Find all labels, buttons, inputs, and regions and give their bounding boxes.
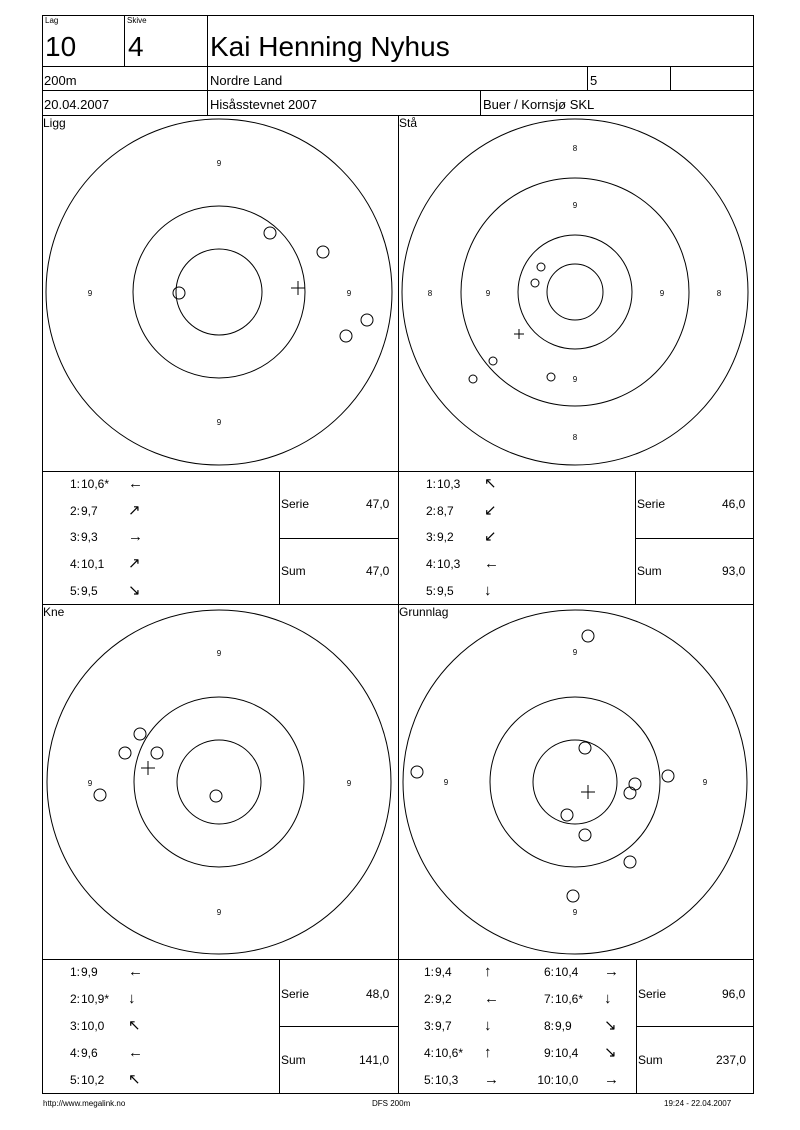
shot-number: 1: — [425, 477, 436, 491]
serie-value: 48,0 — [366, 987, 390, 1001]
shot-value: 9,2 — [435, 992, 452, 1006]
shot-number: 4: — [425, 557, 436, 571]
shot-direction-arrow: ↖ — [484, 475, 497, 492]
shot-direction-arrow: → — [604, 1071, 619, 1088]
shot-value: 9,3 — [81, 530, 98, 544]
ring-label: 9 — [702, 778, 708, 787]
shooter-name: Kai Henning Nyhus — [210, 31, 450, 62]
shot-direction-arrow: → — [484, 1071, 499, 1088]
shot-hole — [361, 314, 373, 326]
location: Buer / Kornsjø SKL — [483, 97, 595, 112]
shot-value: 9,7 — [435, 1019, 452, 1033]
shot-value: 9,7 — [81, 504, 98, 518]
sum-value: 47,0 — [366, 564, 390, 578]
shot-hole — [579, 742, 591, 754]
ring-label: 9 — [346, 779, 352, 788]
shot-value: 9,4 — [435, 965, 452, 979]
shot-number: 2: — [69, 992, 80, 1006]
shot-hole — [119, 747, 131, 759]
shot-direction-arrow: ↑ — [484, 963, 492, 980]
shot-value: 9,2 — [437, 530, 454, 544]
shot-direction-arrow: ↑ — [484, 1044, 492, 1061]
ring-label: 9 — [216, 649, 222, 658]
ligg-title: Ligg — [43, 116, 66, 130]
footer-program: DFS 200m — [372, 1099, 411, 1108]
sum-label: Sum — [638, 1053, 663, 1067]
shot-direction-arrow: ↗ — [128, 555, 141, 572]
shot-number: 1: — [69, 477, 80, 491]
shot-number: 8: — [543, 1019, 554, 1033]
shot-number: 7: — [543, 992, 554, 1006]
lag-label: Lag — [45, 16, 59, 25]
shot-number: 3: — [423, 1019, 434, 1033]
distance: 200m — [44, 73, 77, 88]
ring-label: 9 — [572, 375, 578, 384]
ring-label: 9 — [485, 289, 491, 298]
sta-target — [399, 116, 753, 470]
ring-label: 9 — [443, 778, 449, 787]
shot-number: 9: — [543, 1046, 554, 1060]
mean-point-cross — [291, 281, 305, 295]
mean-point-cross — [141, 761, 155, 775]
shot-direction-arrow: ← — [484, 555, 499, 572]
shot-hole — [134, 728, 146, 740]
event: Hisåsstevnet 2007 — [210, 97, 317, 112]
shot-number: 4: — [423, 1046, 434, 1060]
shot-value: 10,4 — [555, 965, 579, 979]
shot-hole — [561, 809, 573, 821]
ring-label: 9 — [346, 289, 352, 298]
shot-hole — [489, 357, 497, 365]
ring-label: 8 — [716, 289, 722, 298]
kne-title: Kne — [43, 605, 65, 619]
sum-label: Sum — [281, 1053, 306, 1067]
shot-direction-arrow: ↓ — [604, 990, 612, 1007]
shot-direction-arrow: ↙ — [484, 528, 497, 545]
footer-url[interactable]: http://www.megalink.no — [43, 1099, 126, 1108]
shot-direction-arrow: → — [128, 528, 143, 545]
shot-number: 5: — [69, 1073, 80, 1087]
shot-number: 5: — [423, 1073, 434, 1087]
shot-number: 6: — [543, 965, 554, 979]
shot-number: 5: — [69, 584, 80, 598]
shot-value: 10,0 — [81, 1019, 105, 1033]
sum-label: Sum — [637, 564, 662, 578]
shot-hole — [210, 790, 222, 802]
shot-number: 3: — [425, 530, 436, 544]
ring-label: 9 — [216, 418, 222, 427]
shot-number: 2: — [423, 992, 434, 1006]
shot-hole — [579, 829, 591, 841]
serie-label: Serie — [637, 497, 666, 511]
serie-label: Serie — [281, 497, 310, 511]
mean-point-cross — [581, 785, 595, 799]
shot-value: 10,6* — [81, 477, 110, 491]
shot-direction-arrow: ↘ — [604, 1044, 617, 1061]
sum-value: 141,0 — [359, 1053, 390, 1067]
shot-value: 9,5 — [81, 584, 98, 598]
shot-value: 10,9* — [81, 992, 110, 1006]
shot-number: 3: — [69, 530, 80, 544]
shot-number: 4: — [69, 557, 80, 571]
ligg-target — [42, 116, 398, 470]
skive-label: Skive — [127, 16, 147, 25]
mean-point-cross — [514, 329, 524, 339]
footer-printed: 19:24 - 22.04.2007 — [664, 1099, 732, 1108]
shot-direction-arrow: ↖ — [128, 1071, 141, 1088]
ring-label: 8 — [572, 433, 578, 442]
shot-hole — [567, 890, 579, 902]
shot-number: 3: — [69, 1019, 80, 1033]
ring-label: 8 — [572, 144, 578, 153]
shot-direction-arrow: ↘ — [128, 582, 141, 599]
serie-value: 96,0 — [722, 987, 746, 1001]
kne-target — [42, 606, 398, 958]
shot-hole — [547, 373, 555, 381]
shot-value: 10,3 — [437, 557, 461, 571]
shot-value: 10,6* — [435, 1046, 464, 1060]
shot-hole — [624, 856, 636, 868]
shot-value: 10,1 — [81, 557, 105, 571]
shot-number: 2: — [425, 504, 436, 518]
club: Nordre Land — [210, 73, 283, 88]
ring-label: 9 — [572, 908, 578, 917]
serie-value: 46,0 — [722, 497, 746, 511]
shot-hole — [94, 789, 106, 801]
skive-value: 4 — [128, 31, 144, 62]
date: 20.04.2007 — [44, 97, 110, 112]
ring-label: 9 — [659, 289, 665, 298]
shot-hole — [317, 246, 329, 258]
shot-hole — [264, 227, 276, 239]
shot-direction-arrow: ↓ — [484, 582, 492, 599]
shot-number: 2: — [69, 504, 80, 518]
shot-number: 1: — [69, 965, 80, 979]
sum-label: Sum — [281, 564, 306, 578]
shot-value: 9,6 — [81, 1046, 98, 1060]
shot-hole — [340, 330, 352, 342]
shot-hole — [537, 263, 545, 271]
shot-value: 9,9 — [81, 965, 98, 979]
shot-direction-arrow: ← — [484, 990, 499, 1007]
grunnlag-target — [399, 606, 753, 958]
grunnlag-title: Grunnlag — [399, 605, 449, 619]
shot-direction-arrow: ← — [128, 963, 143, 980]
shot-hole — [173, 287, 185, 299]
shot-direction-arrow: ↖ — [128, 1017, 141, 1034]
shot-value: 10,2 — [81, 1073, 105, 1087]
shot-value: 9,5 — [437, 584, 454, 598]
shot-number: 4: — [69, 1046, 80, 1060]
shot-value: 8,7 — [437, 504, 454, 518]
ring-label: 9 — [572, 201, 578, 210]
shot-hole — [469, 375, 477, 383]
shot-direction-arrow: ↓ — [484, 1017, 492, 1034]
ring-label: 8 — [427, 289, 433, 298]
shot-number: 10: — [537, 1073, 554, 1087]
shot-direction-arrow: ← — [128, 1044, 143, 1061]
sta-title: Stå — [399, 116, 418, 130]
shot-direction-arrow: ↙ — [484, 502, 497, 519]
shot-value: 10,0 — [555, 1073, 579, 1087]
class: 5 — [590, 73, 598, 88]
shot-number: 5: — [425, 584, 436, 598]
shot-value: 10,3 — [437, 477, 461, 491]
shot-value: 10,3 — [435, 1073, 459, 1087]
ring-label: 9 — [216, 159, 222, 168]
serie-value: 47,0 — [366, 497, 390, 511]
shot-direction-arrow: ↘ — [604, 1017, 617, 1034]
sum-value: 93,0 — [722, 564, 746, 578]
ring-label: 9 — [87, 289, 93, 298]
serie-label: Serie — [638, 987, 667, 1001]
shot-hole — [662, 770, 674, 782]
shot-direction-arrow: ↓ — [128, 990, 136, 1007]
shot-value: 9,9 — [555, 1019, 572, 1033]
shot-hole — [411, 766, 423, 778]
sum-value: 237,0 — [716, 1053, 747, 1067]
shot-hole — [151, 747, 163, 759]
shot-direction-arrow: ↗ — [128, 502, 141, 519]
shot-direction-arrow: ← — [128, 475, 143, 492]
lag-value: 10 — [45, 31, 77, 62]
shot-value: 10,6* — [555, 992, 584, 1006]
ring-label: 9 — [216, 908, 222, 917]
shot-hole — [531, 279, 539, 287]
shot-hole — [629, 778, 641, 790]
shot-number: 1: — [423, 965, 434, 979]
serie-label: Serie — [281, 987, 310, 1001]
ring-label: 9 — [87, 779, 93, 788]
ring-label: 9 — [572, 648, 578, 657]
shot-value: 10,4 — [555, 1046, 579, 1060]
shot-hole — [582, 630, 594, 642]
shot-direction-arrow: → — [604, 963, 619, 980]
shot-hole — [624, 787, 636, 799]
